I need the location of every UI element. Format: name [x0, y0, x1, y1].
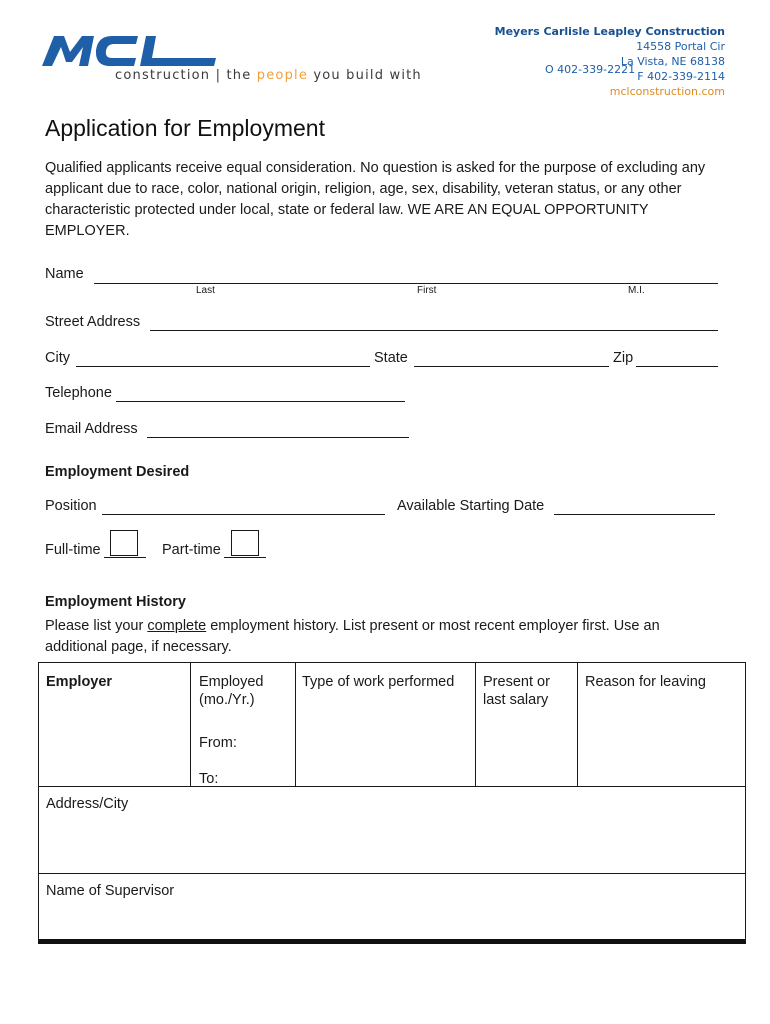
state-field[interactable]: [414, 366, 609, 367]
name-first-caption: First: [417, 285, 437, 296]
employment-desired-heading: Employment Desired: [45, 464, 190, 480]
eeo-statement: Qualified applicants receive equal consideration. No question is asked for the purpose of excluding any applicant due to race, color, national origin, religion, age, sex, disability, veteran status, or any other characteristic protected under local, state or federal law. WE ARE AN EQUAL OPPORTUNITY EMPLOYER.: [45, 160, 706, 239]
parttime-checkbox[interactable]: [231, 530, 259, 556]
fulltime-label: Full-time: [45, 542, 101, 558]
col-type-header: Type of work performed: [302, 674, 455, 690]
company-address-line2: La Vista, NE 68138: [620, 55, 725, 68]
logo-tagline: construction | the people you build with: [115, 68, 422, 83]
email-label: Email Address: [45, 421, 138, 437]
address-city-label: Address/City: [46, 796, 129, 812]
street-address-field[interactable]: [150, 330, 718, 331]
column-divider: [475, 663, 476, 787]
city-field[interactable]: [76, 366, 370, 367]
company-fax: F 402-339-2114: [637, 70, 725, 83]
email-field[interactable]: [147, 437, 409, 438]
employment-history-heading: Employment History: [45, 594, 186, 610]
col-employer-header: Employer: [46, 674, 113, 690]
fulltime-underline: [104, 557, 146, 558]
column-divider: [190, 663, 191, 787]
employment-history-table: [38, 662, 746, 944]
employed-from-label: From:: [199, 735, 237, 751]
name-field[interactable]: [94, 283, 718, 284]
parttime-underline: [224, 557, 266, 558]
column-divider: [577, 663, 578, 787]
position-field[interactable]: [102, 514, 385, 515]
page-title: Application for Employment: [45, 115, 325, 141]
zip-label: Zip: [613, 350, 634, 366]
city-label: City: [45, 350, 70, 366]
mcl-logo-mark: [40, 30, 230, 70]
name-label: Name: [45, 266, 84, 282]
company-phone: O 402-339-2221: [545, 63, 636, 76]
col-employed-header: Employed (mo./Yr.): [199, 674, 264, 708]
street-address-label: Street Address: [45, 314, 141, 330]
employment-history-instructions: Please list your complete employment history. List present or most recent employer first. Use an additional page, if necessary.: [45, 618, 660, 655]
zip-field[interactable]: [636, 366, 718, 367]
supervisor-label: Name of Supervisor: [46, 883, 175, 899]
col-reason-header: Reason for leaving: [585, 674, 706, 690]
company-website: mclconstruction.com: [609, 85, 725, 98]
company-address-line1: 14558 Portal Cir: [636, 40, 725, 53]
parttime-label: Part-time: [162, 542, 221, 558]
position-label: Position: [45, 498, 97, 514]
company-name: Meyers Carlisle Leapley Construction: [494, 25, 725, 38]
column-divider: [295, 663, 296, 787]
company-logo: [40, 30, 440, 90]
row-divider: [39, 873, 745, 874]
telephone-field[interactable]: [116, 401, 405, 402]
start-date-label: Available Starting Date: [397, 498, 545, 514]
fulltime-checkbox[interactable]: [110, 530, 138, 556]
start-date-field[interactable]: [554, 514, 715, 515]
complete-underlined-word: complete: [147, 618, 207, 634]
name-mi-caption: M.I.: [628, 285, 645, 296]
employed-to-label: To:: [199, 771, 219, 787]
state-label: State: [374, 350, 408, 366]
row-divider: [39, 786, 745, 787]
name-last-caption: Last: [196, 285, 215, 296]
telephone-label: Telephone: [45, 385, 112, 401]
company-contact-block: [495, 24, 725, 99]
col-salary-header: Present or last salary: [483, 674, 550, 708]
